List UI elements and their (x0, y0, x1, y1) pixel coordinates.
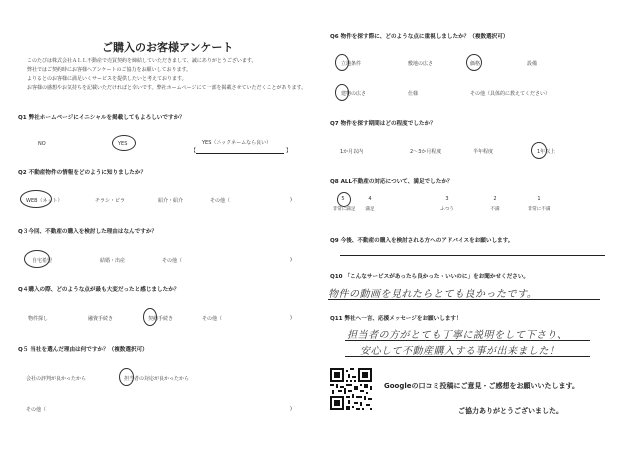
q8-label-satisfied: 満足 (365, 207, 375, 212)
q7-option-1year[interactable]: 1年以上 (537, 149, 556, 155)
q2-option-web[interactable]: WEB（ネット） (26, 198, 63, 204)
q3-close-paren: ) (290, 257, 292, 263)
footer-thanks: ご協力ありがとうございました。 (458, 407, 563, 415)
q4-option-contract[interactable]: 契約手続き (148, 316, 174, 322)
q6-option-price[interactable]: 価格 (470, 61, 481, 67)
q8-scale-5[interactable]: 5 (341, 196, 345, 202)
q6-option-building-size[interactable]: 建物の広さ (341, 91, 367, 97)
q1-circle-mark (112, 135, 136, 151)
q4-close-paren: ) (290, 315, 292, 321)
q6-option-equipment[interactable]: 設備 (527, 61, 538, 67)
q7-option-2-3months[interactable]: 2〜3か月程度 (410, 149, 442, 155)
qr-code-icon[interactable] (330, 368, 372, 410)
intro-line: お客様の感想やお気持ちを記載いただければと幸いです。弊社ホームページにて一部を掲載させていただくことがあります。 (27, 85, 307, 91)
q11-handwritten-answer-line1[interactable]: 担当者の方がとても丁寧に説明をして下さり、 (347, 330, 568, 341)
q1-option-nickname[interactable]: YES（ニックネームなら良い） (202, 140, 272, 146)
q6-option-other[interactable]: その他（具体的に教えてください） (470, 91, 551, 97)
q8-label: Q8 ALL不動産の対応について、満足でしたか？ (330, 179, 453, 185)
q2-option-referral[interactable]: 紹介・紹介 (158, 198, 184, 204)
q8-scale-2[interactable]: 2 (493, 196, 497, 202)
q11-answer-line (345, 340, 590, 341)
qr-code-graphic (330, 368, 372, 410)
q8-scale-3[interactable]: 3 (445, 196, 449, 202)
q11-answer-line (345, 356, 590, 357)
q10-answer-line (328, 299, 600, 300)
q8-circle-mark (337, 192, 351, 207)
q7-label: Q7 物件を探す期間はどの程度でしたか？ (330, 121, 436, 127)
q5-close-paren: ) (290, 406, 292, 412)
q4-label: Q４購入の際、どのような点が最も大変だったと感じましたか？ (18, 287, 180, 293)
q2-option-other[interactable]: その他（ (210, 198, 231, 204)
q11-handwritten-answer-line2[interactable]: 安心して不動産購入する事が出来ました！ (360, 346, 560, 357)
q6-label: Q6 物件を探す際に、どのような点に重視しましたか？（複数選択可） (330, 34, 509, 40)
q1-option-yes[interactable]: YES (118, 141, 128, 147)
intro-line: 弊社ではご契約時にお客様へアンケートのご協力をお願いしております。 (27, 67, 192, 73)
q8-label-very-satisfied: 非常に満足 (332, 207, 356, 212)
q2-close-paren: ) (290, 197, 292, 203)
q5-circle-mark (119, 368, 134, 386)
q6-circle-mark (335, 84, 349, 101)
q3-circle-mark (24, 250, 53, 268)
q1-underline (196, 153, 284, 154)
q3-option-other[interactable]: その他（ (162, 258, 183, 264)
q7-option-half-year[interactable]: 半年程度 (473, 149, 494, 155)
q8-label-unsatisfied: 不満 (490, 207, 500, 212)
q8-label-very-unsatisfied: 非常に不満 (527, 207, 551, 212)
intro-line: このたびは株式会社ＡＬＬ不動産で売買契約を締結していただきまして、誠にありがとうございます。 (27, 58, 257, 64)
intro-line: よりるとのお客様に満足いくサービスを提供したいと考えております。 (27, 76, 187, 82)
q4-option-other[interactable]: その他（ (202, 316, 223, 322)
q1-bracket-close: 】 (286, 148, 292, 154)
q6-circle-mark (335, 54, 349, 71)
q4-circle-mark (143, 308, 157, 326)
q5-option-staff[interactable]: 担当者の対応が良かったから (124, 376, 190, 382)
q4-option-search[interactable]: 物件探し (28, 316, 49, 322)
q4-option-loan[interactable]: 融資手続き (88, 316, 114, 322)
q6-option-spec[interactable]: 仕様 (408, 91, 419, 97)
q8-scale-1[interactable]: 1 (537, 196, 541, 202)
q7-option-1month[interactable]: 1か月以内 (340, 149, 364, 155)
q1-option-no[interactable]: NO (38, 141, 46, 147)
q1-bracket-open: 【 (191, 148, 197, 154)
q3-option-marriage[interactable]: 結婚・出産 (100, 258, 126, 264)
q5-label: Q５ 当社を選んだ理由は何ですか？（複数選択可） (18, 347, 148, 353)
q2-label: Q2 不動産物件の情報をどのように知りましたか？ (18, 170, 147, 176)
q6-circle-mark (466, 54, 482, 71)
q6-option-location[interactable]: 立地条件 (341, 61, 362, 67)
footer-google-review: Googleの口コミ投稿にご意見・ご感想をお願いいたします。 (384, 382, 579, 390)
q10-label: Q10 「こんなサービスがあったら良かった・いいのに」をお聞かせください。 (330, 274, 530, 280)
q5-option-reputation[interactable]: 会社の評判が良かったから (26, 376, 87, 382)
q3-label: Q３今回、不動産の購入を検討した理由はなんですか？ (18, 229, 158, 235)
intro-text (27, 57, 306, 93)
q2-option-flyer[interactable]: チラシ・ビラ (95, 198, 126, 204)
page-title: ご購入のお客様アンケート (102, 41, 234, 54)
q6-option-land-size[interactable]: 敷地の広さ (408, 61, 434, 67)
q9-label: Q9 今後、不動産の購入を検討される方へのアドバイスをお願いします。 (330, 238, 514, 244)
q10-handwritten-answer[interactable]: 物件の動画を見れたらとても良かったです。 (328, 289, 538, 300)
q9-answer-line[interactable] (340, 255, 605, 256)
q3-option-home[interactable]: 自宅希望 (32, 258, 53, 264)
q11-label: Q11 弊社へ一言、応援メッセージをお願いします！ (330, 316, 462, 322)
q5-option-other[interactable]: その他（ (26, 407, 47, 413)
q2-circle-mark (20, 190, 52, 208)
q8-scale-4[interactable]: 4 (368, 196, 372, 202)
q8-label-neutral: ふつう (440, 207, 454, 212)
q1-label: Q1 弊社ホームページにイニシャルを掲載してもよろしいですか？ (18, 115, 185, 121)
q7-circle-mark (531, 142, 547, 159)
